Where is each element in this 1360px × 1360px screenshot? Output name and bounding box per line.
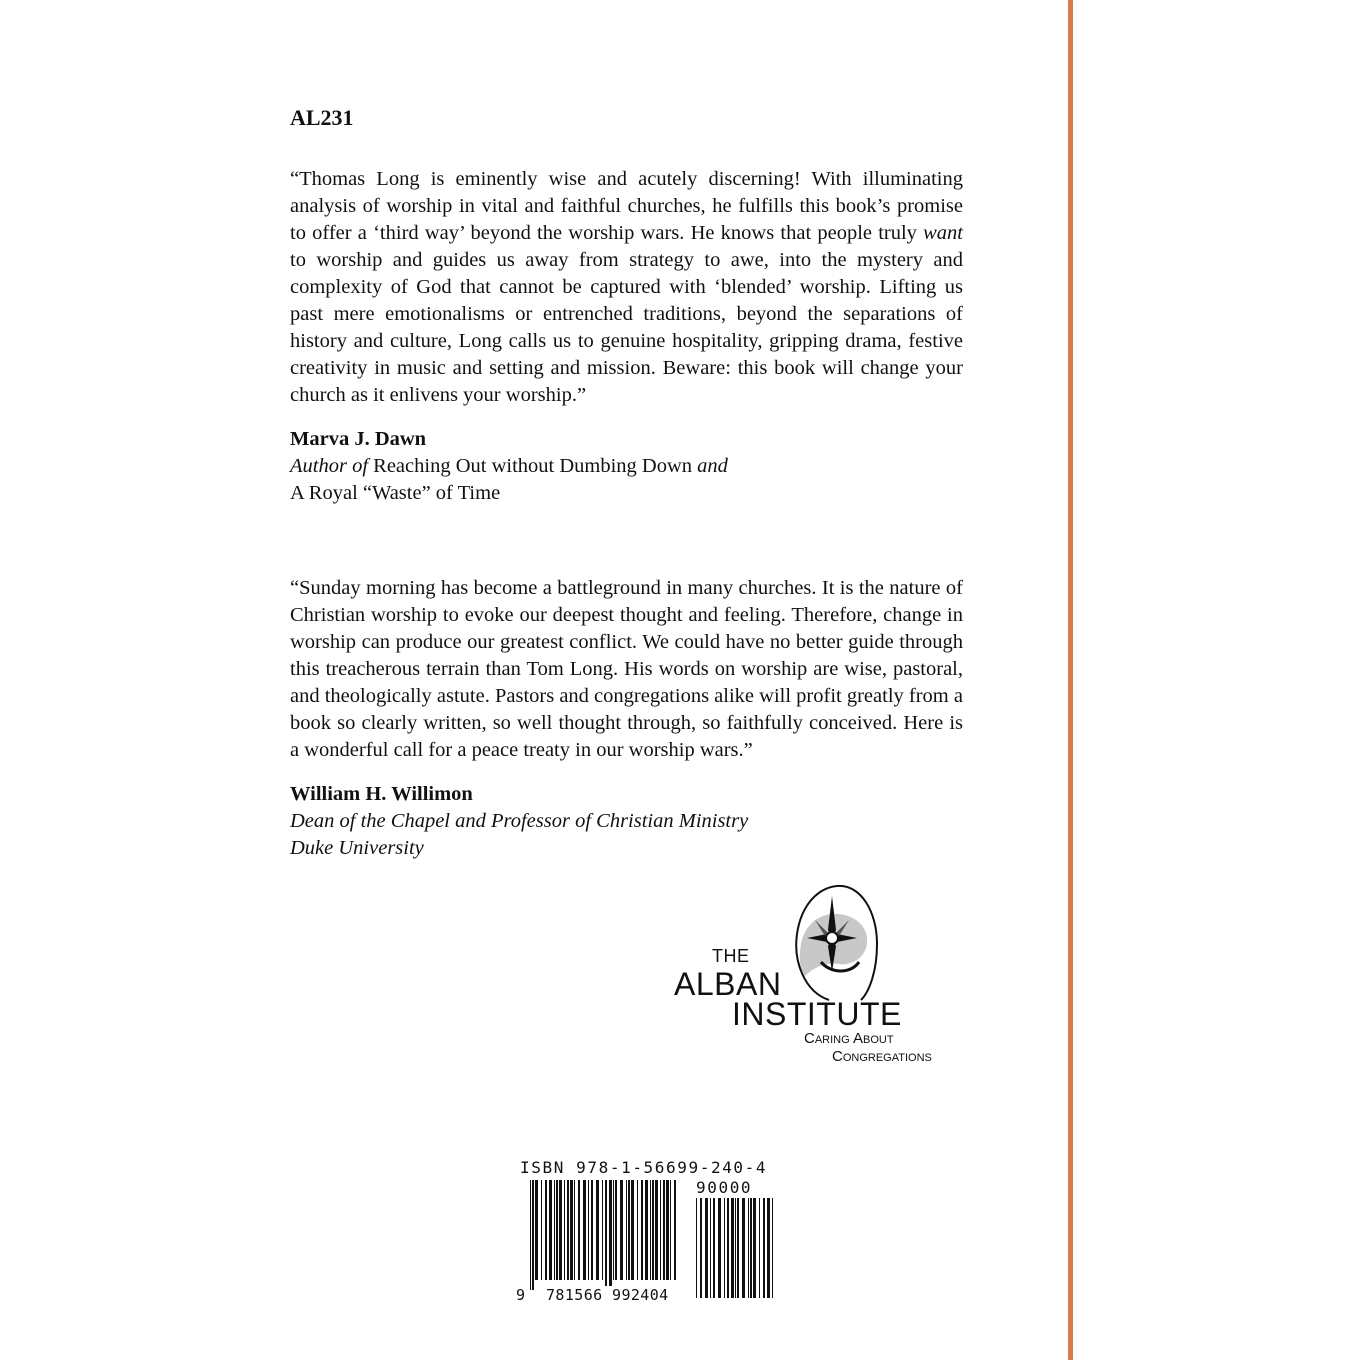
- logo-institute: INSTITUTE: [732, 996, 902, 1032]
- ean-digits: 781566 992404: [546, 1286, 669, 1304]
- logo-tagline-2: Congregations: [832, 1048, 932, 1065]
- isbn-barcode: [516, 1158, 778, 1308]
- barcode-bar: [578, 1180, 580, 1280]
- endorser-attribution-dawn: [290, 426, 963, 507]
- endorser-attribution-willimon: [290, 781, 963, 862]
- barcode-bar: [641, 1180, 643, 1280]
- barcode-bar: [530, 1180, 531, 1290]
- endorser-credit-line: [290, 453, 963, 480]
- barcode-bar: [626, 1180, 627, 1280]
- quote-emphasis: want: [923, 222, 963, 244]
- logo-alban: ALBAN: [674, 966, 782, 1002]
- logo-the: THE: [712, 946, 750, 966]
- barcode-bar: [554, 1180, 555, 1280]
- barcode-bar: [710, 1198, 711, 1298]
- barcode-bar: [674, 1180, 676, 1280]
- ean-lead-digit: 9: [516, 1286, 526, 1304]
- barcode-bar: [605, 1180, 607, 1290]
- compass-star-icon: [765, 882, 895, 1002]
- barcode-bar: [737, 1198, 739, 1298]
- barcode-bar: [549, 1180, 552, 1280]
- catalog-code: AL231: [290, 105, 354, 130]
- credit-book-title: Reaching Out without Dumbing Down: [368, 455, 698, 477]
- credit-book-title: A Royal “Waste” of Time: [290, 482, 501, 504]
- barcode-bar: [718, 1198, 721, 1298]
- price-code: 90000: [696, 1178, 753, 1197]
- barcode-bar: [609, 1180, 612, 1290]
- barcode-bar: [742, 1198, 745, 1298]
- endorsement-quote-willimon: “Sunday morning has become a battleground in many churches. It is the nature of Christian worship to evoke our deepest thought and feeling. Therefore, change in worship can produce our greatest conflict. We could have no better guide through this treacherous terrain than Tom Long. His words on worship are wise, pastoral, and theologically astute. Pastors and congregations alike will profit greatly from a book so clearly written, so well thought through, so faithfully conceived. Here is a wonderful call for a peace treaty in our worship wars.”: [290, 577, 963, 761]
- isbn-label: ISBN 978-1-56699-240-4: [520, 1158, 768, 1177]
- barcode-bar: [532, 1180, 534, 1290]
- quote-text-part: to worship and guides us away from strategy to awe, into the mystery and complexity of God that cannot be captured with ‘blended’ worship. Lifting us past mere emotionalisms or entrenched traditions, beyond the separations of history and culture, Long calls us to genuine hospitality, gripping drama, festive creativity in music and setting and mission. Beware: this book will change your church as it enlivens your worship.”: [290, 249, 963, 406]
- barcode-bar: [660, 1180, 661, 1280]
- quote-text-part: “Thomas Long is eminently wise and acutely discerning! With illuminating analysis of worship in vital and faithful churches, he fulfills this book’s promise to offer a ‘third way’ beyond the worship wars. He knows that people truly: [290, 168, 963, 244]
- barcode-bar: [652, 1180, 654, 1280]
- barcode-bar: [767, 1198, 770, 1298]
- back-cover-text: [290, 104, 963, 862]
- ean-barcode-bars: [530, 1180, 680, 1290]
- credit-italic: Author of: [290, 455, 369, 477]
- barcode-bar: [645, 1180, 648, 1280]
- barcode-bar: [567, 1180, 569, 1280]
- endorser-institution: Duke University: [290, 837, 424, 859]
- barcode-bar: [724, 1198, 725, 1298]
- barcode-bar: [759, 1198, 760, 1298]
- alban-institute-logo: [660, 882, 980, 1072]
- addon-barcode-bars: [696, 1198, 774, 1308]
- barcode-bar: [556, 1180, 558, 1280]
- barcode-bar: [772, 1198, 773, 1298]
- barcode-bar: [574, 1180, 575, 1280]
- barcode-bar: [731, 1198, 734, 1298]
- barcode-bar: [535, 1180, 538, 1280]
- barcode-bar: [628, 1180, 630, 1280]
- barcode-bar: [700, 1198, 702, 1298]
- endorser-name: William H. Willimon: [290, 783, 473, 805]
- barcode-bar: [696, 1198, 697, 1298]
- endorser-name: Marva J. Dawn: [290, 428, 427, 450]
- endorsement-quote-dawn: [290, 166, 963, 409]
- barcode-bar: [705, 1198, 708, 1298]
- barcode-bar: [631, 1180, 634, 1280]
- barcode-bar: [570, 1180, 573, 1280]
- barcode-bar: [564, 1180, 565, 1280]
- barcode-bar: [559, 1180, 562, 1280]
- endorser-title: Dean of the Chapel and Professor of Christian Ministry: [290, 810, 749, 832]
- barcode-bar: [753, 1198, 756, 1298]
- barcode-bar: [545, 1180, 547, 1280]
- barcode-bar: [591, 1180, 593, 1280]
- barcode-bar: [663, 1180, 665, 1280]
- barcode-bar: [620, 1180, 623, 1280]
- barcode-bar: [588, 1180, 589, 1280]
- barcode-bar: [596, 1180, 599, 1280]
- barcode-bar: [637, 1180, 638, 1280]
- barcode-bar: [763, 1198, 765, 1298]
- barcode-bar: [650, 1180, 651, 1280]
- logo-tagline-1: Caring About: [804, 1030, 894, 1047]
- barcode-bar: [613, 1180, 614, 1280]
- barcode-bar: [583, 1180, 586, 1280]
- barcode-bar: [615, 1180, 617, 1280]
- barcode-bar: [713, 1198, 715, 1298]
- barcode-bar: [735, 1198, 736, 1298]
- barcode-bar: [541, 1180, 542, 1280]
- barcode-bar: [670, 1180, 671, 1280]
- barcode-bar: [655, 1180, 658, 1280]
- barcode-bar: [727, 1198, 729, 1298]
- spine-edge-line: [1068, 0, 1073, 1360]
- barcode-bar: [666, 1180, 669, 1280]
- credit-italic: and: [697, 455, 728, 477]
- barcode-bar: [602, 1180, 603, 1280]
- barcode-bar: [750, 1198, 752, 1298]
- barcode-bar: [748, 1198, 749, 1298]
